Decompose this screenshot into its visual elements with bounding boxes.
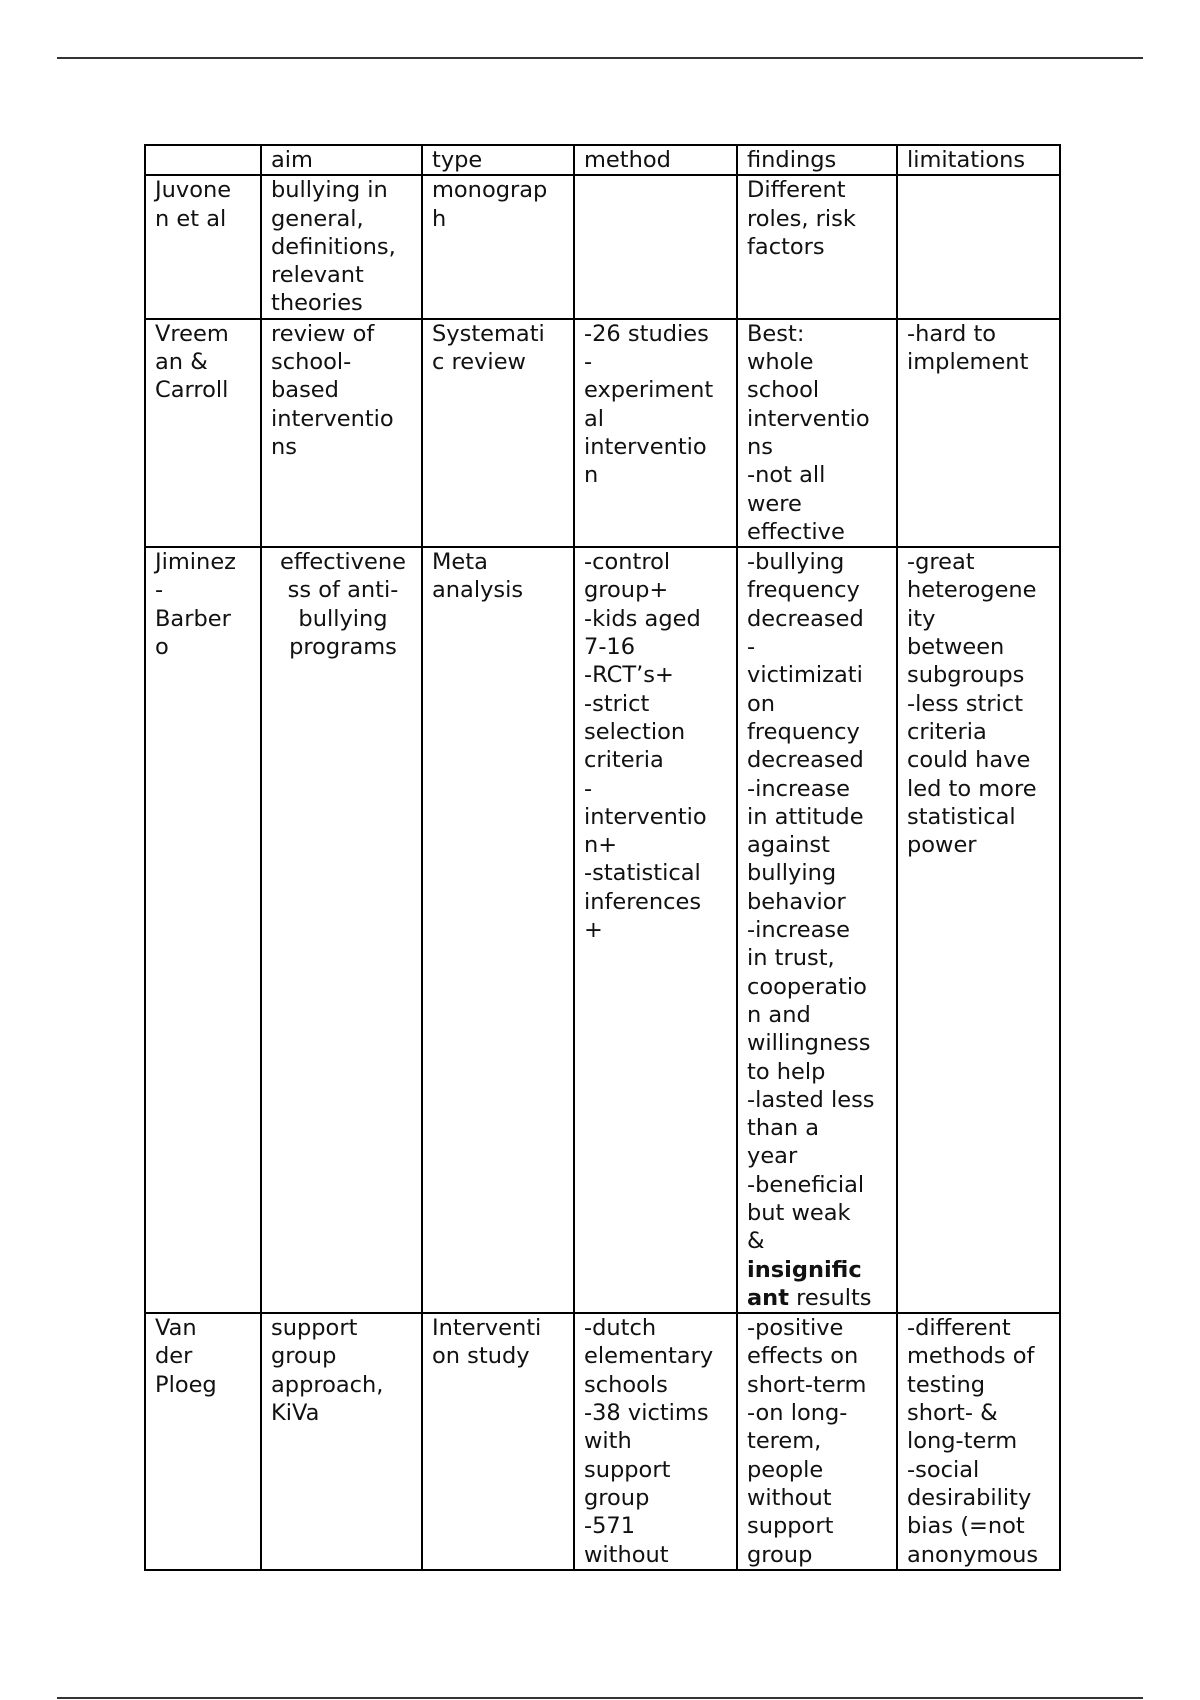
- type-cell: Meta analysis: [422, 547, 574, 1313]
- aim-cell: support group approach, KiVa: [261, 1313, 422, 1570]
- method-cell: -26 studies - experiment al interventio n: [574, 319, 737, 547]
- findings-tail-text: results: [788, 1284, 872, 1311]
- findings-cell: -positive effects on short-term -on long- terem, people without support group: [737, 1313, 897, 1570]
- page-top-rule: [57, 57, 1143, 59]
- author-cell: Van der Ploeg: [145, 1313, 261, 1570]
- method-cell: -control group+ -kids aged 7-16 -RCT’s+ -strict selection criteria - interventio n+ -statistical inferences +: [574, 547, 737, 1313]
- limitations-cell: -hard to implement: [897, 319, 1060, 547]
- author-cell: Jiminez - Barber o: [145, 547, 261, 1313]
- findings-cell: Best: whole school interventio ns -not all were effective: [737, 319, 897, 547]
- page-bottom-rule: [57, 1697, 1143, 1699]
- limitations-cell: -great heterogene ity between subgroups -less strict criteria could have led to more statistical power: [897, 547, 1060, 1313]
- table-row: [145, 175, 1060, 318]
- limitations-cell: -different methods of testing short- & long-term -social desirability bias (=not anonymous: [897, 1313, 1060, 1570]
- findings-cell: Different roles, risk factors: [737, 175, 897, 318]
- header-cell-author: [145, 145, 261, 175]
- type-cell: Systemati c review: [422, 319, 574, 547]
- author-cell: Juvone n et al: [145, 175, 261, 318]
- author-cell: Vreem an & Carroll: [145, 319, 261, 547]
- header-cell-findings: findings: [737, 145, 897, 175]
- type-cell: monograp h: [422, 175, 574, 318]
- limitations-cell: [897, 175, 1060, 318]
- header-cell-aim: aim: [261, 145, 422, 175]
- header-cell-limitations: limitations: [897, 145, 1060, 175]
- table-row: [145, 319, 1060, 547]
- aim-cell: bullying in general, definitions, relevant theories: [261, 175, 422, 318]
- findings-bold-text: insignific ant: [747, 1256, 862, 1311]
- header-cell-method: method: [574, 145, 737, 175]
- table-header-row: [145, 145, 1060, 175]
- literature-table: [144, 144, 1061, 1571]
- table-row: [145, 1313, 1060, 1570]
- type-cell: Interventi on study: [422, 1313, 574, 1570]
- header-cell-type: type: [422, 145, 574, 175]
- method-cell: -dutch elementary schools -38 victims with support group -571 without: [574, 1313, 737, 1570]
- aim-cell: review of school- based interventio ns: [261, 319, 422, 547]
- aim-cell: effectivene ss of anti- bullying programs: [261, 547, 422, 1313]
- table-row: [145, 547, 1060, 1313]
- findings-cell: [737, 547, 897, 1313]
- findings-text: -bullying frequency decreased - victimizati on frequency decreased -increase in attitude against bullying behavior -increase in trust, cooperatio n and willingness to help -lasted less than a year -beneficial but weak &: [747, 549, 875, 1255]
- method-cell: [574, 175, 737, 318]
